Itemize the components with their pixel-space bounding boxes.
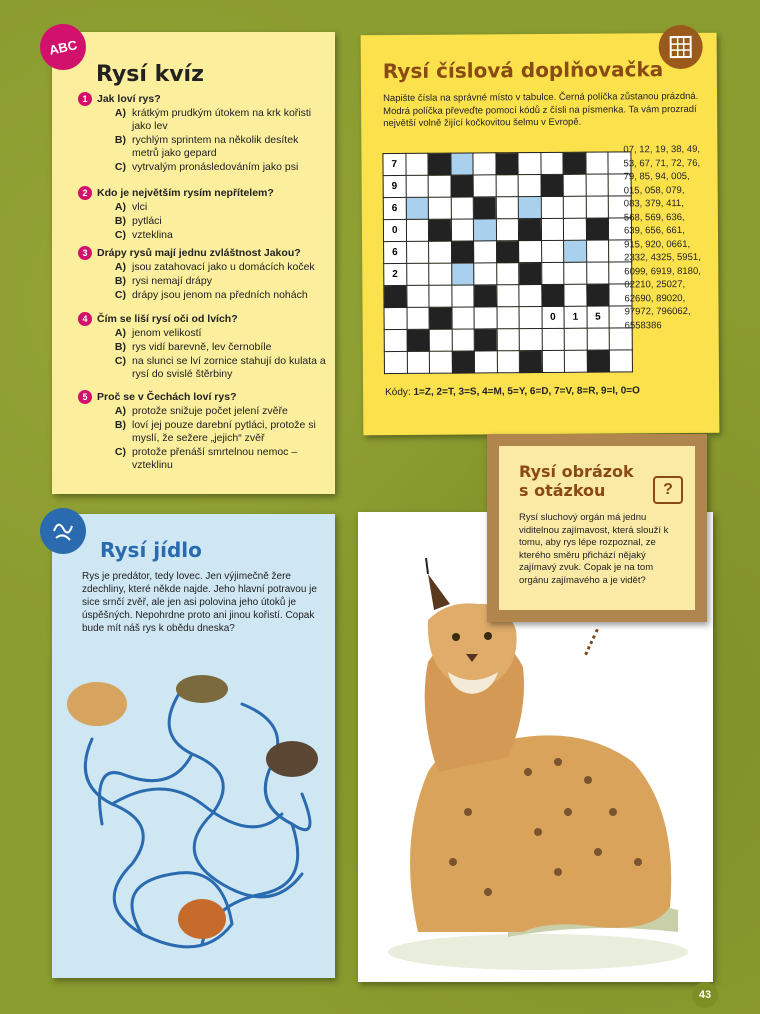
grid-cell[interactable] <box>429 285 452 307</box>
grid-cell[interactable]: 6 <box>383 197 406 219</box>
grid-cell[interactable] <box>406 263 429 285</box>
answer-option <box>106 355 328 381</box>
answer-option <box>106 161 328 174</box>
option-text: vytrvalým pronásledováním jako psi <box>132 161 299 173</box>
grid-cell[interactable] <box>474 351 497 373</box>
blue-cell[interactable] <box>406 197 429 219</box>
blue-cell[interactable] <box>518 196 541 218</box>
black-cell[interactable] <box>519 350 542 372</box>
grid-cell[interactable] <box>541 240 564 262</box>
question-heading <box>78 390 328 404</box>
option-text: vzteklina <box>132 229 173 241</box>
page-number: 43 <box>692 982 718 1008</box>
food-panel <box>52 514 335 978</box>
grid-cell[interactable] <box>518 174 541 196</box>
option-text: rysi nemají drápy <box>132 275 212 287</box>
grid-cell[interactable] <box>406 175 429 197</box>
option-letter: B) <box>114 134 126 146</box>
grid-cell[interactable] <box>384 351 407 373</box>
black-cell[interactable] <box>428 153 451 175</box>
grid-cell[interactable] <box>586 262 609 284</box>
crossword-title: Rysí číslová doplňovačka <box>382 57 664 84</box>
grid-row <box>384 262 632 286</box>
grid-cell[interactable]: 2 <box>384 263 407 285</box>
grid-cell[interactable] <box>540 152 563 174</box>
option-text: na slunci se lví zornice stahují do kulata a rysí do svislé štěrbiny <box>132 355 326 380</box>
grid-cell[interactable] <box>473 153 496 175</box>
black-cell[interactable] <box>428 219 451 241</box>
answer-option <box>106 446 328 472</box>
quiz-question <box>78 312 328 381</box>
option-text: jenom velikostí <box>132 327 202 339</box>
black-cell[interactable] <box>473 197 496 219</box>
question-number: 3 <box>78 246 92 260</box>
black-cell[interactable] <box>384 285 407 307</box>
blue-cell[interactable] <box>473 219 496 241</box>
quiz-question <box>78 246 328 302</box>
grid-cell[interactable] <box>541 218 564 240</box>
grid-cell[interactable] <box>407 307 430 329</box>
option-text: jsou zatahovací jako u domácích koček <box>132 261 315 273</box>
quiz-question <box>78 186 328 242</box>
grid-cell[interactable] <box>563 218 586 240</box>
option-letter: B) <box>114 215 126 227</box>
answer-option <box>106 134 328 160</box>
grid-cell[interactable] <box>452 329 475 351</box>
option-letter: C) <box>114 161 126 173</box>
black-cell[interactable] <box>429 307 452 329</box>
answer-option <box>106 261 328 274</box>
grid-cell[interactable] <box>406 219 429 241</box>
grid-cell[interactable] <box>586 196 609 218</box>
picture-question-text: Rysí sluchový orgán má jednu viditelnou zajímavost, která slouží k tomu, aby rys lépe rozpoznal, ze kterého směru přichází nějaký zajímavý zvuk. Copak je na tom orgánu zajímavého a je vidět? <box>519 512 669 586</box>
grid-cell[interactable] <box>474 263 497 285</box>
grid-row <box>383 152 631 176</box>
grid-cell[interactable] <box>496 285 519 307</box>
black-cell[interactable] <box>519 262 542 284</box>
grid-cell[interactable] <box>407 351 430 373</box>
food-title: Rysí jídlo <box>100 538 202 562</box>
grid-cell[interactable] <box>451 197 474 219</box>
blue-cell[interactable] <box>564 240 587 262</box>
option-letter: B) <box>114 341 126 353</box>
grid-cell[interactable] <box>384 307 407 329</box>
option-letter: C) <box>114 355 126 367</box>
question-scroll-icon: ? <box>653 476 683 504</box>
crossword-panel <box>361 33 720 435</box>
answer-option <box>106 327 328 340</box>
grid-cell[interactable] <box>564 284 587 306</box>
black-cell[interactable] <box>541 284 564 306</box>
grid-cell[interactable] <box>519 328 542 350</box>
question-number: 5 <box>78 390 92 404</box>
grid-cell[interactable] <box>541 196 564 218</box>
black-cell[interactable] <box>586 284 609 306</box>
answer-option <box>106 215 328 228</box>
option-letter: A) <box>114 261 126 273</box>
grid-cell[interactable] <box>585 152 608 174</box>
grid-cell[interactable] <box>519 284 542 306</box>
picture-question-title <box>519 462 634 500</box>
grid-cell[interactable]: 5 <box>587 306 610 328</box>
codes-label: Kódy: <box>385 386 411 399</box>
abc-badge-icon: ABC <box>36 20 91 75</box>
black-cell[interactable] <box>518 218 541 240</box>
option-letter: C) <box>114 289 126 301</box>
number-list: 07, 12, 19, 38, 49, 53, 67, 71, 72, 76, 79, 85, 94, 005, 015, 058, 079, 083, 379, 411, 568, 569, 636, 639, 656, 661, 915, 920, 0661, 2332, 4325, 5951, 6099, 6919, 8180, 02210, 25027, 62690, 89020, 97972, 796062, 6558386 <box>623 143 701 331</box>
black-cell[interactable] <box>407 329 430 351</box>
grid-cell[interactable] <box>542 328 565 350</box>
question-text: Jak loví rys? <box>97 92 161 105</box>
quiz-question <box>78 92 328 174</box>
food-text: Rys je predátor, tedy lovec. Jen výjimečně žere zdechliny, které někde najde. Jeho hlavní potravou je sice srnčí zvěř, ale jen asi polovina jeho útoků je úspěšných. Nepohrdne proto ani jinou kořistí. Copak bude mít náš rys k obědu dneska? <box>82 571 317 634</box>
grid-cell[interactable]: 0 <box>542 306 565 328</box>
option-text: drápy jsou jenom na předních nohách <box>132 289 308 301</box>
grid-cell[interactable] <box>564 350 587 372</box>
grid-cell[interactable] <box>564 328 587 350</box>
answer-option <box>106 341 328 354</box>
answer-option <box>106 289 328 302</box>
grid-cell[interactable] <box>587 328 610 350</box>
grid-cell[interactable] <box>496 263 519 285</box>
black-cell[interactable] <box>541 174 564 196</box>
grid-row <box>384 328 632 352</box>
grid-cell[interactable] <box>563 196 586 218</box>
question-text: Čím se liší rysí oči od lvích? <box>97 312 238 325</box>
grid-cell[interactable] <box>452 307 475 329</box>
question-text: Kdo je největším rysím nepřítelem? <box>97 186 274 199</box>
grid-cell[interactable] <box>429 241 452 263</box>
option-letter: B) <box>114 419 126 431</box>
black-cell[interactable] <box>563 152 586 174</box>
grid-cell[interactable]: 7 <box>383 153 406 175</box>
grid-cell[interactable] <box>519 306 542 328</box>
grid-cell[interactable] <box>405 153 428 175</box>
question-heading <box>78 246 328 260</box>
grid-cell[interactable] <box>586 174 609 196</box>
answer-option <box>106 275 328 288</box>
grid-cell[interactable] <box>496 219 519 241</box>
blue-cell[interactable] <box>450 153 473 175</box>
black-cell[interactable] <box>587 350 610 372</box>
option-letter: A) <box>114 327 126 339</box>
grid-cell[interactable] <box>542 350 565 372</box>
grid-cell[interactable] <box>474 241 497 263</box>
black-cell[interactable] <box>496 241 519 263</box>
grid-cell[interactable] <box>429 263 452 285</box>
grid-cell[interactable] <box>384 329 407 351</box>
grid-cell[interactable] <box>429 329 452 351</box>
option-text: vlci <box>132 201 148 213</box>
grid-cell[interactable] <box>497 329 520 351</box>
option-letter: C) <box>114 446 126 458</box>
grid-row <box>383 218 631 242</box>
option-text: rys vidí barevně, lev černobíle <box>132 341 272 353</box>
grid-row <box>383 196 631 220</box>
grid-cell[interactable] <box>497 351 520 373</box>
grid-cell[interactable] <box>609 350 632 372</box>
quiz-panel <box>47 32 335 494</box>
question-number: 4 <box>78 312 92 326</box>
grid-cell[interactable] <box>428 197 451 219</box>
quiz-question <box>78 390 328 472</box>
black-cell[interactable] <box>495 153 518 175</box>
question-text: Proč se v Čechách loví rys? <box>97 390 237 403</box>
grid-row <box>384 350 632 374</box>
maze-illustration <box>52 644 335 974</box>
grid-cell[interactable] <box>474 307 497 329</box>
grid-cell[interactable] <box>451 219 474 241</box>
question-text: Drápy rysů mají jednu zvláštnost Jakou? <box>97 246 301 259</box>
grid-cell[interactable] <box>564 262 587 284</box>
black-cell[interactable] <box>451 241 474 263</box>
option-letter: B) <box>114 275 126 287</box>
question-number: 2 <box>78 186 92 200</box>
grid-cell[interactable] <box>496 197 519 219</box>
codes-values: 1=Z, 2=T, 3=S, 4=M, 5=Y, 6=D, 7=V, 8=R, 9=I, 0=O <box>413 385 640 398</box>
picture-question-title-line1: Rysí obrázok <box>519 462 634 481</box>
grid-cell[interactable] <box>519 240 542 262</box>
answer-option <box>106 229 328 242</box>
grid-cell[interactable]: 9 <box>383 175 406 197</box>
option-letter: A) <box>114 107 126 119</box>
grid-cell[interactable] <box>451 285 474 307</box>
crossword-intro: Napište čísla na správné místo v tabulce. Černá políčka zůstanou prázdná. Modrá políčka převeďte pomocí kódů z čísli na písmenka. Ta vám prozradí největší volně žijící kočkovitou šelmu v Evropě. <box>383 90 699 130</box>
grid-cell[interactable] <box>586 240 609 262</box>
grid-cell[interactable] <box>541 262 564 284</box>
option-letter: C) <box>114 229 126 241</box>
grid-row <box>384 284 632 308</box>
option-text: pytláci <box>132 215 162 227</box>
picture-question-frame <box>487 434 707 622</box>
grid-cell[interactable] <box>406 285 429 307</box>
option-text: protože snižuje počet jelení zvěře <box>132 405 288 417</box>
grid-cell[interactable]: 1 <box>564 306 587 328</box>
grid-cell[interactable] <box>518 152 541 174</box>
codes-line <box>385 385 640 398</box>
grid-row <box>384 306 632 330</box>
crossword-grid <box>382 151 632 374</box>
black-cell[interactable] <box>452 351 475 373</box>
question-heading <box>78 186 328 200</box>
grid-cell[interactable] <box>406 241 429 263</box>
answer-option <box>106 201 328 214</box>
answer-option <box>106 419 328 445</box>
grid-cell[interactable] <box>428 175 451 197</box>
grid-cell[interactable] <box>497 307 520 329</box>
picture-question-board <box>499 446 695 610</box>
option-text: protože přenáší smrtelnou nemoc – vzteklinu <box>132 446 298 471</box>
option-text: rychlým sprintem na několik desítek metrů jako gepard <box>132 134 299 159</box>
black-cell[interactable] <box>586 218 609 240</box>
grid-row <box>383 174 631 198</box>
grid-cell[interactable] <box>473 175 496 197</box>
grid-icon <box>659 25 703 69</box>
black-cell[interactable] <box>451 175 474 197</box>
black-cell[interactable] <box>474 285 497 307</box>
grid-cell[interactable] <box>429 351 452 373</box>
grid-cell[interactable] <box>563 174 586 196</box>
grid-cell[interactable]: 0 <box>383 219 406 241</box>
picture-question-title-line2: s otázkou <box>519 481 606 500</box>
option-letter: A) <box>114 405 126 417</box>
maze-badge-icon <box>40 508 86 554</box>
quiz-title: Rysí kvíz <box>96 62 204 87</box>
option-letter: A) <box>114 201 126 213</box>
grid-cell[interactable] <box>496 175 519 197</box>
option-text: krátkým prudkým útokem na krk kořisti jako lev <box>132 107 312 132</box>
blue-cell[interactable] <box>451 263 474 285</box>
question-heading <box>78 92 328 106</box>
grid-cell[interactable]: 6 <box>384 241 407 263</box>
grid-row <box>384 240 632 264</box>
answer-option <box>106 107 328 133</box>
question-heading <box>78 312 328 326</box>
black-cell[interactable] <box>474 329 497 351</box>
question-number: 1 <box>78 92 92 106</box>
option-text: loví jej pouze darební pytláci, protože si myslí, že sežere „jejich“ zvěř <box>132 419 316 444</box>
answer-option <box>106 405 328 418</box>
